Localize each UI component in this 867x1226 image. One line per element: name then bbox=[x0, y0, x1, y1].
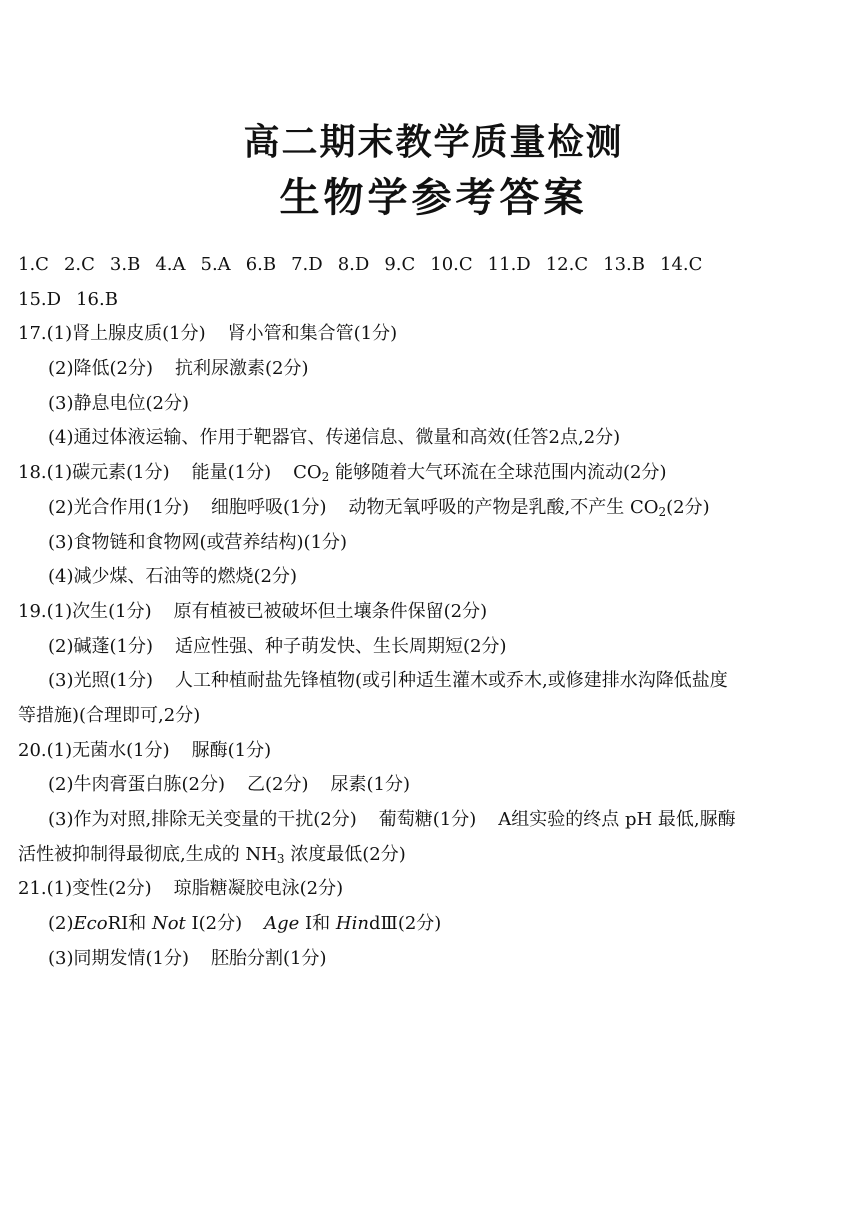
choice-answer: 12.C bbox=[545, 254, 589, 275]
answer-text: (3)作为对照,排除无关变量的干扰(2分) bbox=[48, 809, 357, 830]
choice-answer: 13.B bbox=[603, 254, 645, 275]
answer-text: 胚胎分割(1分) bbox=[211, 947, 327, 969]
choice-answer: 2.C bbox=[63, 254, 95, 275]
answer-text: Ⅰ(2分) bbox=[185, 913, 243, 935]
title-block bbox=[0, 118, 867, 226]
q19-part3-continued: 等措施)(合理即可,2分) bbox=[18, 704, 201, 726]
q19-part2 bbox=[18, 630, 863, 665]
q17-part3: (3)静息电位(2分) bbox=[48, 392, 189, 414]
answer-text: 葡萄糖(1分) bbox=[378, 809, 477, 830]
answer-text: 原有植被已被破坏但土壤条件保留(2分) bbox=[173, 600, 488, 622]
answer-text: 能够随着大气环流在全球范围内流动(2分) bbox=[329, 462, 667, 484]
answer-text: RⅠ bbox=[107, 913, 129, 935]
answer-text: (3)光照(1分) bbox=[48, 670, 153, 692]
q21-part1 bbox=[18, 872, 863, 907]
choice-answer: 6.B bbox=[245, 254, 277, 275]
answer-text: (2)牛肉膏蛋白胨(2分) bbox=[48, 774, 225, 796]
answer-text: 能量(1分) bbox=[191, 462, 272, 484]
answer-text: (2分) bbox=[666, 496, 710, 518]
q18-part2 bbox=[18, 491, 863, 526]
answer-text: 18.(1)碳元素(1分) bbox=[18, 462, 170, 484]
choice-answer: 3.B bbox=[109, 254, 141, 275]
subscript: 3 bbox=[276, 851, 285, 866]
choice-answer: 11.D bbox=[487, 254, 531, 275]
answer-text: dⅢ(2分) bbox=[368, 913, 442, 935]
answer-text: Ⅰ和 bbox=[299, 913, 336, 935]
answer-text: 适应性强、种子萌发快、生长周期短(2分) bbox=[175, 635, 507, 657]
choice-answer: 9.C bbox=[384, 254, 416, 275]
q21-part2 bbox=[18, 907, 863, 942]
answer-text: A组实验的终点 pH 最低,脲酶 bbox=[498, 809, 736, 830]
answer-text: 动物无氧呼吸的产物是乳酸,不产生 CO bbox=[348, 496, 659, 518]
q21-part3 bbox=[18, 942, 863, 977]
subscript: 2 bbox=[658, 504, 667, 519]
answer-text bbox=[349, 497, 710, 518]
q19-part1 bbox=[18, 595, 863, 630]
answer-text: 21.(1)变性(2分) bbox=[18, 878, 152, 900]
q18-part4: (4)减少煤、石油等的燃烧(2分) bbox=[48, 566, 297, 588]
subscript: 2 bbox=[321, 470, 330, 485]
answer-text bbox=[293, 462, 666, 483]
answer-text: (2) bbox=[48, 913, 74, 935]
answer-text: 人工种植耐盐先锋植物(或引种适生灌木或乔木,或修建排水沟降低盐度 bbox=[175, 670, 728, 692]
choice-answers-row-2 bbox=[18, 283, 863, 318]
answer-text: 肾小管和集合管(1分) bbox=[227, 323, 398, 345]
answer-text: 脲酶(1分) bbox=[191, 739, 272, 761]
answer-text: 尿素(1分) bbox=[330, 774, 410, 796]
answer-text: (3)同期发情(1分) bbox=[48, 947, 189, 969]
q17-part1 bbox=[18, 317, 863, 352]
answer-text: 浓度最低(2分) bbox=[284, 843, 406, 865]
q17-part4: (4)通过体液运输、作用于靶器官、传递信息、微量和高效(任答2点,2分) bbox=[48, 427, 621, 449]
answer-text: 19.(1)次生(1分) bbox=[18, 600, 152, 622]
choice-answer: 10.C bbox=[430, 254, 473, 275]
enzyme-name: Not bbox=[151, 913, 186, 935]
formula-text: CO bbox=[293, 462, 322, 484]
q18-part1 bbox=[18, 456, 863, 491]
answer-text: (2)光合作用(1分) bbox=[48, 496, 189, 518]
answer-text: 细胞呼吸(1分) bbox=[211, 496, 327, 518]
choice-answers-row-1 bbox=[18, 248, 863, 283]
enzyme-name: Age bbox=[264, 913, 300, 935]
choice-answer: 1.C bbox=[18, 254, 49, 275]
document-subtitle: 生物学参考答案 bbox=[279, 175, 588, 221]
q20-part3 bbox=[18, 803, 863, 838]
choice-answer: 15.D bbox=[18, 288, 62, 310]
answer-text bbox=[264, 913, 441, 934]
choice-answer: 5.A bbox=[200, 254, 231, 275]
q20-part2 bbox=[18, 768, 863, 803]
answer-text: 20.(1)无菌水(1分) bbox=[18, 739, 170, 761]
answer-text: (2)降低(2分) bbox=[48, 358, 153, 380]
q20-part3-continued bbox=[18, 838, 863, 873]
choice-answer: 8.D bbox=[337, 254, 370, 275]
answers-body bbox=[18, 248, 863, 976]
document-title: 高二期末教学质量检测 bbox=[243, 122, 624, 163]
answer-text: 活性被抑制得最彻底,生成的 NH bbox=[18, 843, 277, 865]
answer-text: 17.(1)肾上腺皮质(1分) bbox=[18, 323, 206, 345]
choice-answer: 7.D bbox=[291, 254, 323, 275]
choice-answer: 16.B bbox=[76, 288, 118, 310]
q20-part1 bbox=[18, 734, 863, 769]
enzyme-name: Hin bbox=[335, 913, 369, 935]
q19-part3 bbox=[18, 664, 863, 699]
answer-text: (2)碱蓬(1分) bbox=[48, 635, 153, 657]
answer-text: 抗利尿激素(2分) bbox=[175, 358, 309, 380]
answer-text: 琼脂糖凝胶电泳(2分) bbox=[173, 878, 344, 900]
q17-part2 bbox=[18, 352, 863, 387]
choice-answer: 4.A bbox=[155, 254, 186, 275]
answer-text: 和 bbox=[128, 913, 152, 935]
choice-answer: 14.C bbox=[660, 254, 703, 275]
q18-part3: (3)食物链和食物网(或营养结构)(1分) bbox=[48, 531, 348, 553]
enzyme-name: Eco bbox=[73, 913, 108, 935]
answer-text: 乙(2分) bbox=[247, 774, 309, 796]
